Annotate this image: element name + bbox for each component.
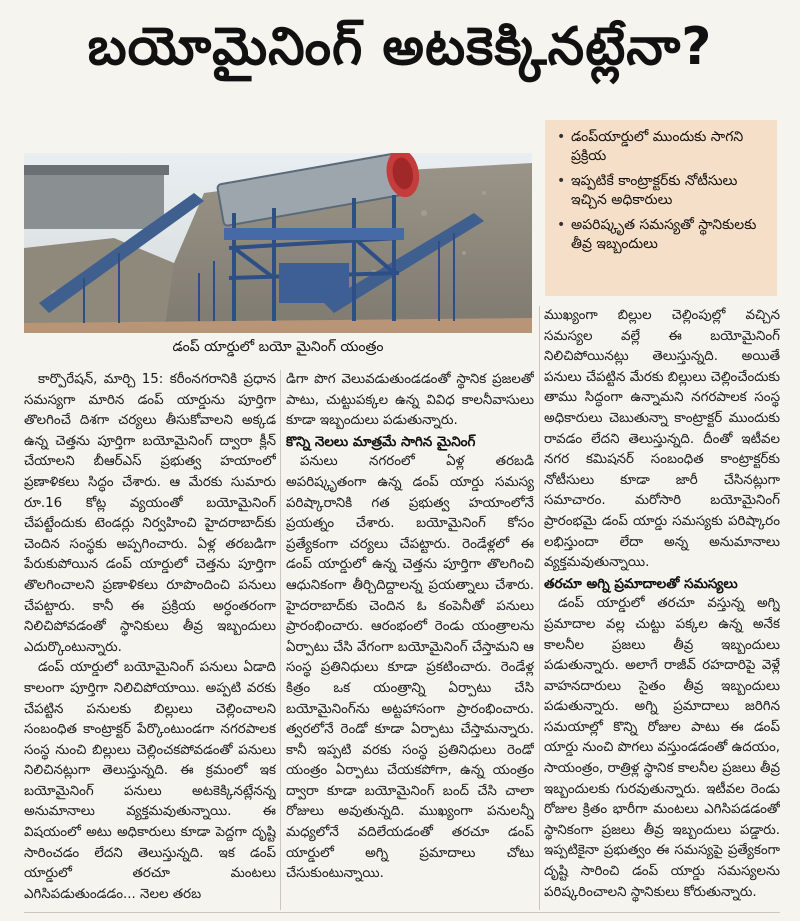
- highlight-text: డంప్‌యార్డులో ముందుకు సాగని ప్రక్రియ: [571, 129, 744, 164]
- highlight-item: [557, 216, 767, 254]
- news-photo: [24, 153, 532, 333]
- bullet-icon: •: [557, 217, 566, 233]
- headline: బయోమైనింగ్ అటకెక్కినట్లేనా?: [87, 16, 713, 77]
- article-column-2: [286, 370, 534, 910]
- paragraph: డంప్ యార్డులో తరచూ వస్తున్న అగ్ని ప్రమాదాల వల్ల చుట్టు పక్కల ఉన్న అనేక కాలనీల ప్రజలు తీవ్ర ఇబ్బందులు పడుతున్నారు. అలాగే రాజీవ్ రహదారిపై వెళ్లే వాహనదారులు సైతం తీవ్ర ఇబ్బందులు పడుతున్నారు. అగ్ని ప్రమాదాలు జరిగిన సమయాల్లో కొన్ని రోజుల పాటు ఈ డంప్ యార్డు నుంచి పొగలు వస్తుండడంతో ఉదయం, సాయంత్రం, రాత్రిళ్ల స్థానిక కాలనీల ప్రజలు తీవ్ర ఇబ్బందులకు గురవుతున్నారు. ఇటీవల రెండు రోజుల క్రితం భారీగా మంటలు ఎగిసిపడడంతో స్థానికంగా ప్రజలు తీవ్ర ఇబ్బందులు పడ్డారు. ఇప్పటికైనా ప్రభుత్వం ఈ సమస్యపై ప్రత్యేకంగా దృష్టి సారించి డంప్ యార్డు సమస్యలను పరిష్కరించాలని స్థానికులు కోరుతున్నారు.: [544, 596, 780, 900]
- article-column-3: [544, 306, 780, 910]
- paragraph: కార్పొరేషన్, మార్చి 15: కరీంనగరానికి ప్రధాన సమస్యగా మారిన డంప్ యార్డును పూర్తిగా తొలగించే దిశగా చర్యలు తీసుకోవాలని అక్కడ ఉన్న చెత్తను పూర్తిగా బయోమైనింగ్ ద్వారా క్లీన్ చేయాలని బీఆర్ఎస్ ప్రభుత్వ హయాంలో ప్రణాళికలు సిద్ధం చేశారు. ఆ మేరకు సుమారు రూ.16 కోట్ల వ్యయంతో బయోమైనింగ్ చేపట్టేందుకు టెండర్లు నిర్వహించి హైదరాబాద్‌కు చెందిన సంస్థకు అప్పగించారు. ఏళ్ల తరబడిగా పేరుకుపోయిన డంప్ యార్డులో చెత్తను పూర్తిగా తొలగించాలని ప్రణాళికలు రూపొందించి పనులు చేపట్టారు. కానీ ఈ ప్రక్రియ అర్ధంతరంగా నిలిచిపోవడంతో స్థానికులు తీవ్ర ఇబ్బందులు ఎదుర్కొంటున్నారు.: [24, 372, 276, 655]
- highlight-item: [557, 172, 767, 210]
- bottom-rule: [24, 912, 780, 913]
- paragraph: పనులు నగరంలో ఏళ్ల తరబడి అపరిష్కృతంగా ఉన్న డంప్ యార్డు సమస్య పరిష్కారానికి గత ప్రభుత్వ హయాంలోనే ప్రయత్నం చేశారు. బయోమైనింగ్ కోసం ప్రత్యేకంగా చర్యలు చేపట్టారు. రెండేళ్లలో ఈ డంప్ యార్డులో ఉన్న చెత్తను పూర్తిగా తొలగించి ఆధునికంగా తీర్చిదిద్దాలన్న ప్రయత్నాలు చేశారు. హైదరాబాద్‌కు చెందిన ఓ కంపెనీతో పనులు ప్రారంభించారు. ఆరంభంలో రెండు యంత్రాలను ఏర్పాటు చేసి వేగంగా బయోమైనింగ్ చేస్తామని ఆ సంస్థ ప్రతినిధులు కూడా ప్రకటించారు. రెండేళ్ల కిత్రం ఒక యంత్రాన్ని ఏర్పాటు చేసి బయోమైనింగ్‌ను అట్టహాసంగా ప్రారంభించారు. త్వరలోనే రెండో కూడా ఏర్పాటు చేస్తామన్నారు. కానీ ఇప్పటి వరకు సంస్థ ప్రతినిధులు రెండో యంత్రం ఏర్పాటు చేయకపోగా, ఉన్న యంత్రం ద్వారా కూడా బయోమైనింగ్ బంద్ చేసి చాలా రోజులు అవుతున్నది. ముఖ్యంగా పనులన్నీ మధ్యలోనే వదిలేయడంతో తరచూ డంప్ యార్డులో అగ్ని ప్రమాదాలు చోటు చేసుకుంటున్నాయి.: [286, 454, 534, 882]
- highlight-item: [557, 128, 767, 166]
- highlight-text: అపరిష్కృత సమస్యతో స్థానికులకు తీవ్ర ఇబ్బందులు: [571, 217, 757, 252]
- highlights-box: [545, 120, 777, 296]
- column-divider: [280, 370, 281, 910]
- highlight-text: ఇప్పటికే కాంట్రాక్టర్‌కు నోటీసులు ఇచ్చిన అధికారులు: [571, 173, 738, 208]
- bullet-icon: •: [557, 129, 566, 145]
- paragraph: డంప్ యార్డులో బయోమైనింగ్ పనులు ఏడాది కాలంగా పూర్తిగా నిలిచిపోయాయి. అప్పటి వరకు చేపట్టిన పనులకు బిల్లులు చెల్లించాలని సంబంధిత కాంట్రాక్టర్ పేర్కొంటుండగా నగరపాలక సంస్థ నుంచి బిల్లులు చెల్లించకపోవడంతో పనులు నిలిచినట్లుగా తెలుస్తున్నది. ఈ క్రమంలో ఇక బయోమైనింగ్ పనులు అటకెక్కినట్లేనన్న అనుమానాలు వ్యక్తమవుతున్నాయి. ఈ విషయంలో అటు అధికారులు కూడా పెద్దగా దృష్టి సారించడం లేదని తెలుస్తున్నది. ఇక డంప్ యార్డులో తరచూ మంటలు ఎగిసిపడుతుండడం... నెలల తరబ: [24, 660, 276, 902]
- article-column-1: [24, 370, 276, 910]
- section-subheading: తరచూ అగ్ని ప్రమాదాలతో సమస్యలు: [544, 575, 738, 592]
- paragraph: ముఖ్యంగా బిల్లుల చెల్లింపుల్లో వచ్చిన సమస్యల వల్లే ఈ బయోమైనింగ్ నిలిచిపోయినట్లు తెలుస్తున్నది. అయితే పనులు చేపట్టిన మేరకు బిల్లులు చెల్లించేందుకు తాము సిద్ధంగా ఉన్నామని నగరపాలక సంస్థ అధికారులు చెబుతున్నా కాంట్రాక్టర్ ముందుకు రావడం లేదని తెలుస్తున్నది. దీంతో ఇటీవల నగర కమిషనర్ సంబంధిత కాంట్రాక్టర్‌కు నోటీసులు కూడా జారీ చేసినట్లుగా సమాచారం. మరోసారి బయోమైనింగ్ ప్రారంభమై డంప్ యార్డు సమస్యకు పరిష్కారం లభిస్తుందా లేదా అన్న అనుమానాలు వ్యక్తమవుతున్నాయి.: [544, 308, 780, 571]
- section-subheading: కొన్ని నెలలు మాత్రమే సాగిన మైనింగ్: [286, 433, 476, 450]
- bullet-icon: •: [557, 173, 566, 189]
- paragraph: డిగా పొగ వెలువడుతుండడంతో స్థానిక ప్రజలతో పాటు, చుట్టుపక్కల ఉన్న వివిధ కాలనీవాసులు కూడా ఇబ్బందులు పడుతున్నారు.: [286, 372, 534, 429]
- photo-caption: డంప్ యార్డులో బయో మైనింగ్ యంత్రం: [172, 339, 384, 355]
- column-divider: [539, 306, 540, 910]
